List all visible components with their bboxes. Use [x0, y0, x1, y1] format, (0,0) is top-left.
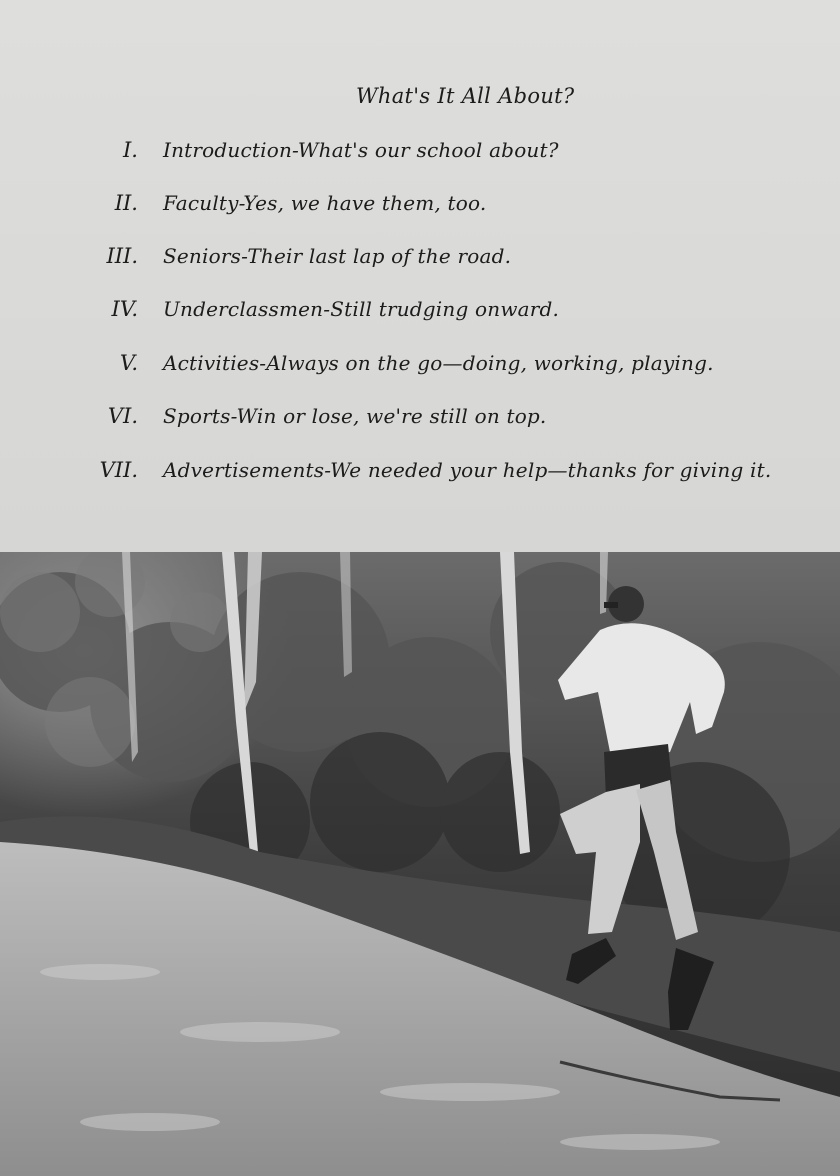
toc-item — [0, 351, 840, 381]
toc-numeral: II. — [114, 191, 138, 215]
runner-photo — [0, 552, 840, 1176]
toc-text: Seniors-Their last lap of the road. — [163, 244, 512, 268]
toc-numeral: IV. — [111, 297, 138, 321]
toc-text: Faculty-Yes, we have them, too. — [163, 191, 487, 215]
toc-numeral: V. — [119, 351, 138, 375]
toc-title: What's It All About? — [356, 84, 575, 108]
toc-numeral: VII. — [99, 458, 138, 482]
toc-item — [0, 191, 840, 221]
toc-numeral: I. — [123, 138, 138, 162]
toc-item — [0, 404, 840, 434]
toc-text: Sports-Win or lose, we're still on top. — [163, 404, 547, 428]
toc-item — [0, 138, 840, 168]
toc-item — [0, 458, 840, 488]
toc-text: Introduction-What's our school about? — [163, 138, 559, 162]
toc-numeral: III. — [106, 244, 138, 268]
toc-text: Advertisements-We needed your help—thanks for giving it. — [163, 458, 772, 482]
table-of-contents — [0, 0, 840, 552]
toc-numeral: VI. — [107, 404, 138, 428]
toc-text: Activities-Always on the go—doing, working, playing. — [163, 351, 714, 375]
runner-on-forest-path-photo — [0, 552, 840, 1176]
toc-item — [0, 244, 840, 274]
toc-text: Underclassmen-Still trudging onward. — [163, 297, 560, 321]
toc-item — [0, 297, 840, 327]
